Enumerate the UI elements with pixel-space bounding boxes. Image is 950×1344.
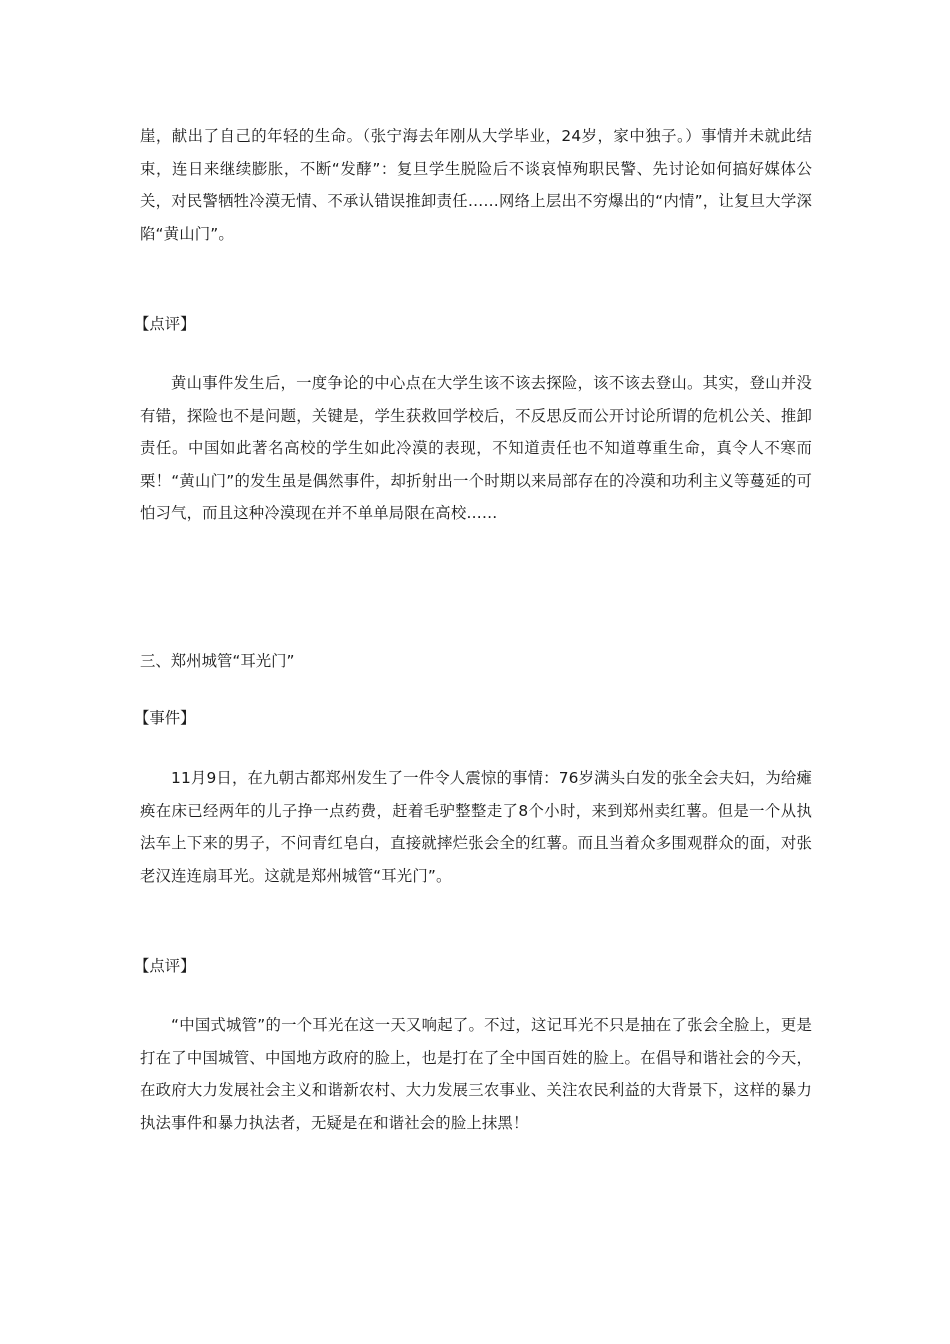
section-title-zhengzhou: 三、郑州城管“耳光门”: [140, 652, 295, 670]
comment-label-2: 【点评】: [134, 957, 196, 975]
paragraph-huangshan-comment: 黄山事件发生后，一度争论的中心点在大学生该不该去探险，该不该去登山。其实，登山并没有错，探险也不是问题，关键是，学生获救回学校后，不反思反而公开讨论所谓的危机公关、推卸责任。中国如此著名高校的学生如此冷漠的表现，不知道责任也不知道尊重生命，真令人不寒而栗！“黄山门”的发生虽是偶然事件，却折射出一个时期以来局部存在的冷漠和功利主义等蔓延的可怕习气，而且这种冷漠现在并不单单局限在高校……: [140, 374, 812, 522]
paragraph-zhengzhou-event: 11月9日，在九朝古都郑州发生了一件令人震惊的事情：76岁满头白发的张全会夫妇，为给瘫痪在床已经两年的儿子挣一点药费，赶着毛驴整整走了8个小时，来到郑州卖红薯。但是一个从执法车上下来的男子，不问青红皂白，直接就摔烂张会全的红薯。而且当着众多围观群众的面，对张老汉连连扇耳光。这就是郑州城管“耳光门”。: [140, 769, 812, 885]
comment-label-1: 【点评】: [134, 315, 196, 333]
paragraph-zhengzhou-comment: “中国式城管”的一个耳光在这一天又响起了。不过，这记耳光不只是抽在了张会全脸上，更是打在了中国城管、中国地方政府的脸上，也是打在了全中国百姓的脸上。在倡导和谐社会的今天，在政府大力发展社会主义和谐新农村、大力发展三农事业、关注农民利益的大背景下，这样的暴力执法事件和暴力执法者，无疑是在和谐社会的脸上抹黑！: [140, 1016, 812, 1132]
event-label: 【事件】: [134, 709, 196, 727]
paragraph-huangshan-event-continued: 崖，献出了自己的年轻的生命。（张宁海去年刚从大学毕业，24岁，家中独子。）事情并未就此结束，连日来继续膨胀，不断“发酵”：复旦学生脱险后不谈哀悼殉职民警、先讨论如何搞好媒体公关，对民警牺牲冷漠无情、不承认错误推卸责任……网络上层出不穷爆出的“内情”，让复旦大学深陷“黄山门”。: [140, 127, 812, 243]
